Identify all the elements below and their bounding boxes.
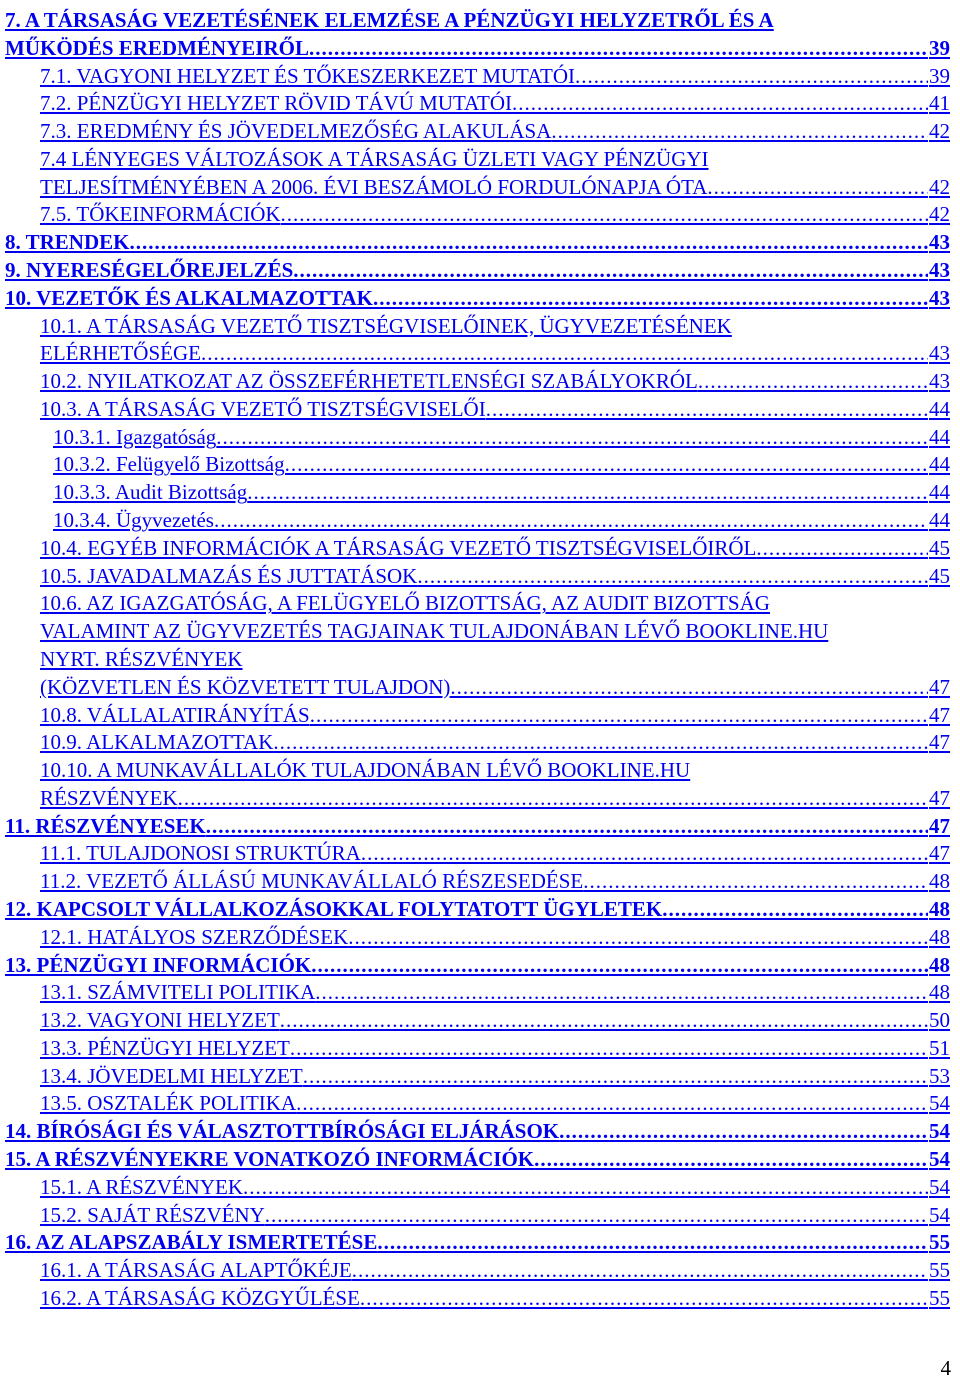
toc-page-number: 41 xyxy=(929,91,950,116)
toc-row xyxy=(0,63,960,91)
toc-dot-leader xyxy=(216,424,928,450)
toc-page-number: 53 xyxy=(929,1063,950,1088)
toc-entry-link[interactable] xyxy=(5,229,950,257)
toc-entry-title: 9. NYERESÉGELŐREJELZÉS xyxy=(5,258,294,283)
toc-dot-leader xyxy=(512,90,928,116)
toc-entry-title: 16.2. A TÁRSASÁG KÖZGYŰLÉSE xyxy=(40,1285,360,1310)
toc-page-number: 48 xyxy=(929,952,950,977)
toc-entry-title: 14. BÍRÓSÁGI ÉS VÁLASZTOTTBÍRÓSÁGI ELJÁRÁSOK xyxy=(5,1119,560,1144)
page-number: 4 xyxy=(940,1356,951,1380)
toc-dot-leader xyxy=(243,1174,928,1200)
toc-page-number: 51 xyxy=(929,1035,950,1060)
toc-row xyxy=(0,535,960,563)
toc-entry-title: 11.2. VEZETŐ ÁLLÁSÚ MUNKAVÁLLALÓ RÉSZESEDÉSE xyxy=(40,869,584,894)
toc-row xyxy=(0,90,960,118)
toc-row xyxy=(0,840,960,868)
toc-row xyxy=(0,924,960,952)
toc-entry-link[interactable] xyxy=(40,1090,950,1118)
toc-page-number: 48 xyxy=(929,869,950,894)
toc-dot-leader xyxy=(348,924,928,950)
toc-entry-link[interactable] xyxy=(40,201,950,229)
toc-entry-title: 10.3.4. Ügyvezetés xyxy=(53,508,214,533)
toc-dot-leader xyxy=(662,896,928,922)
toc-page-number: 43 xyxy=(929,230,950,255)
toc-entry-title: 10.6. AZ IGAZGATÓSÁG, A FELÜGYELŐ BIZOTTSÁG, AZ AUDIT BIZOTTSÁG xyxy=(40,591,770,616)
toc-dot-leader xyxy=(352,1257,928,1283)
toc-row xyxy=(0,507,960,535)
toc-row xyxy=(0,118,960,146)
toc-page-number: 43 xyxy=(929,369,950,394)
toc-row xyxy=(0,813,960,841)
toc-entry-link[interactable] xyxy=(53,424,950,452)
toc-entry-link[interactable] xyxy=(40,63,950,91)
toc-row xyxy=(0,952,960,980)
toc-dot-leader xyxy=(417,563,928,589)
toc-dot-leader xyxy=(551,118,928,144)
toc-page-number: 54 xyxy=(929,1202,950,1227)
toc-entry-link[interactable] xyxy=(40,757,950,785)
toc-dot-leader xyxy=(201,340,928,366)
toc-row xyxy=(0,451,960,479)
toc-row xyxy=(0,1174,960,1202)
toc-dot-leader xyxy=(360,1285,928,1311)
toc-row xyxy=(0,618,960,646)
toc-dot-leader xyxy=(756,535,928,561)
toc-dot-leader xyxy=(214,507,928,533)
toc-entry-title: 10.10. A MUNKAVÁLLALÓK TULAJDONÁBAN LÉVŐ BOOKLINE.HU xyxy=(40,758,691,783)
toc-row xyxy=(0,896,960,924)
toc-page-number: 48 xyxy=(929,896,950,921)
toc-row xyxy=(0,313,960,341)
toc-row xyxy=(0,1090,960,1118)
toc-entry-title: 13.1. SZÁMVITELI POLITIKA xyxy=(40,980,316,1005)
toc-row xyxy=(0,757,960,785)
toc-row xyxy=(0,396,960,424)
toc-entry-title: 16.1. A TÁRSASÁG ALAPTŐKÉJE xyxy=(40,1258,352,1283)
toc-entry-title: 7. A TÁRSASÁG VEZETÉSÉNEK ELEMZÉSE A PÉNZÜGYI HELYZETRŐL ÉS A xyxy=(5,8,774,32)
toc-entry-link[interactable] xyxy=(40,979,950,1007)
toc-entry-link[interactable] xyxy=(40,618,950,646)
toc-page-number: 44 xyxy=(929,508,950,533)
toc-entry-link[interactable] xyxy=(40,340,950,368)
toc-dot-leader xyxy=(534,1146,928,1172)
toc-entry-link[interactable] xyxy=(5,257,950,285)
toc-page-number: 45 xyxy=(929,563,950,588)
toc-entry-title: 11. RÉSZVÉNYESEK xyxy=(5,813,206,838)
toc-entry-link[interactable] xyxy=(40,702,950,730)
toc-entry-title: NYRT. RÉSZVÉNYEK xyxy=(40,646,243,671)
toc-entry-link[interactable] xyxy=(40,1285,950,1313)
toc-entry-title: 10.3.2. Felügyelő Bizottság xyxy=(53,452,285,477)
toc-row xyxy=(0,229,960,257)
toc-page-number: 42 xyxy=(929,174,950,199)
toc-entry-title: 10.4. EGYÉB INFORMÁCIÓK A TÁRSASÁG VEZETŐ TISZTSÉGVISELŐIRŐL xyxy=(40,535,757,560)
toc-row xyxy=(0,35,960,63)
toc-dot-leader xyxy=(296,1090,928,1116)
toc-row xyxy=(0,424,960,452)
toc-page-number: 48 xyxy=(929,980,950,1005)
toc-entry-title: 7.4 LÉNYEGES VÁLTOZÁSOK A TÁRSASÁG ÜZLETI VAGY PÉNZÜGYI xyxy=(40,146,709,171)
toc-entry-link[interactable] xyxy=(5,952,950,980)
toc-entry-link[interactable] xyxy=(5,285,950,313)
toc-entry-link[interactable] xyxy=(40,313,950,341)
toc-page-number: 54 xyxy=(929,1091,950,1116)
toc-row xyxy=(0,563,960,591)
toc-row xyxy=(0,1285,960,1313)
toc-entry-title: RÉSZVÉNYEK xyxy=(40,785,178,810)
toc-entry-title: TELJESÍTMÉNYÉBEN A 2006. ÉVI BESZÁMOLÓ FORDULÓNAPJA ÓTA xyxy=(40,174,708,199)
toc-entry-title: MŰKÖDÉS EREDMÉNYEIRŐL xyxy=(5,35,309,60)
toc-entry-link[interactable] xyxy=(40,1007,950,1035)
toc-dot-leader xyxy=(373,285,928,311)
toc-page-number: 54 xyxy=(929,1119,950,1144)
toc-entry-title: VALAMINT AZ ÜGYVEZETÉS TAGJAINAK TULAJDONÁBAN LÉVŐ BOOKLINE.HU xyxy=(40,619,829,644)
toc-entry-title: 15. A RÉSZVÉNYEKRE VONATKOZÓ INFORMÁCIÓK xyxy=(5,1146,535,1171)
toc-dot-leader xyxy=(310,702,928,728)
toc-dot-leader xyxy=(315,979,928,1005)
toc-page-number: 43 xyxy=(929,341,950,366)
toc-page-number: 42 xyxy=(929,119,950,144)
toc-dot-leader xyxy=(265,1202,928,1228)
toc-entry-title: 13. PÉNZÜGYI INFORMÁCIÓK xyxy=(5,952,312,977)
toc-page-number: 39 xyxy=(929,35,950,60)
toc-entry-link[interactable] xyxy=(40,90,950,118)
toc-dot-leader xyxy=(206,813,928,839)
toc-row xyxy=(0,368,960,396)
toc-entry-title: (KÖZVETLEN ÉS KÖZVETETT TULAJDON) xyxy=(40,674,451,699)
toc-dot-leader xyxy=(377,1229,928,1255)
toc-entry-link[interactable] xyxy=(5,1146,950,1174)
toc-entry-title: 13.5. OSZTALÉK POLITIKA xyxy=(40,1091,297,1116)
toc-entry-title: 10.1. A TÁRSASÁG VEZETŐ TISZTSÉGVISELŐINEK, ÜGYVEZETÉSÉNEK xyxy=(40,313,732,338)
toc-entry-title: 7.2. PÉNZÜGYI HELYZET RÖVID TÁVÚ MUTATÓI xyxy=(40,91,512,116)
toc-dot-leader xyxy=(129,229,928,255)
toc-row xyxy=(0,979,960,1007)
toc-page-number: 47 xyxy=(929,785,950,810)
toc-page-number: 44 xyxy=(929,452,950,477)
toc-row xyxy=(0,1035,960,1063)
toc-entry-link[interactable] xyxy=(40,118,950,146)
toc-dot-leader xyxy=(707,174,928,200)
toc-row xyxy=(0,1146,960,1174)
toc-entry-title: 16. AZ ALAPSZABÁLY ISMERTETÉSE xyxy=(5,1230,378,1255)
toc-row xyxy=(0,201,960,229)
toc-entry-link[interactable] xyxy=(5,7,950,35)
toc-row xyxy=(0,1257,960,1285)
toc-row xyxy=(0,174,960,202)
toc-entry-link[interactable] xyxy=(53,479,950,507)
toc-dot-leader xyxy=(285,451,928,477)
toc-row xyxy=(0,785,960,813)
toc-entry-link[interactable] xyxy=(40,368,950,396)
toc-dot-leader xyxy=(273,729,928,755)
toc-row xyxy=(0,257,960,285)
toc-dot-leader xyxy=(303,1063,928,1089)
toc-page-number: 39 xyxy=(929,63,950,88)
toc-page-number: 43 xyxy=(929,258,950,283)
toc-row xyxy=(0,1007,960,1035)
toc-entry-link[interactable] xyxy=(40,924,950,952)
toc-entry-link[interactable] xyxy=(40,729,950,757)
toc-page-number: 55 xyxy=(929,1285,950,1310)
toc-page-number: 47 xyxy=(929,730,950,755)
toc-entry-link[interactable] xyxy=(5,813,950,841)
toc-entry-link[interactable] xyxy=(40,1063,950,1091)
toc-row xyxy=(0,285,960,313)
toc-entry-title: 10.3.3. Audit Bizottság xyxy=(53,480,248,505)
toc-dot-leader xyxy=(309,35,928,61)
toc-page-number: 47 xyxy=(929,813,950,838)
toc-dot-leader xyxy=(247,479,928,505)
toc-page-number: 42 xyxy=(929,202,950,227)
toc-entry-title: 13.2. VAGYONI HELYZET xyxy=(40,1008,280,1033)
toc-entry-title: 10.3. A TÁRSASÁG VEZETŐ TISZTSÉGVISELŐI xyxy=(40,396,486,421)
toc-entry-link[interactable] xyxy=(40,535,950,563)
toc-entry-link[interactable] xyxy=(40,146,950,174)
toc-page-number: 44 xyxy=(929,396,950,421)
toc-row xyxy=(0,646,960,674)
toc-dot-leader xyxy=(559,1118,928,1144)
toc-dot-leader xyxy=(178,785,928,811)
toc-row xyxy=(0,590,960,618)
toc-page-number: 54 xyxy=(929,1146,950,1171)
toc-entry-title: 15.2. SAJÁT RÉSZVÉNY xyxy=(40,1202,265,1227)
toc-entry-title: 10.8. VÁLLALATIRÁNYÍTÁS xyxy=(40,702,310,727)
toc-row xyxy=(0,674,960,702)
toc-entry-link[interactable] xyxy=(5,35,950,63)
toc-entry-title: 12.1. HATÁLYOS SZERZŐDÉSEK xyxy=(40,924,349,949)
toc-page-number: 55 xyxy=(929,1258,950,1283)
toc-entry-title: 8. TRENDEK xyxy=(5,230,130,255)
toc-page-number: 48 xyxy=(929,924,950,949)
toc-entry-title: 13.4. JÖVEDELMI HELYZET xyxy=(40,1063,303,1088)
toc-page-number: 47 xyxy=(929,841,950,866)
toc-dot-leader xyxy=(280,1007,928,1033)
toc-page-number: 55 xyxy=(929,1230,950,1255)
toc-page-number: 54 xyxy=(929,1174,950,1199)
toc-row xyxy=(0,1229,960,1257)
toc-dot-leader xyxy=(290,1035,928,1061)
toc-entry-title: 11.1. TULAJDONOSI STRUKTÚRA xyxy=(40,841,361,866)
toc-entry-link[interactable] xyxy=(40,396,950,424)
toc-dot-leader xyxy=(450,674,928,700)
toc-entry-title: 13.3. PÉNZÜGYI HELYZET xyxy=(40,1035,290,1060)
toc-row xyxy=(0,1118,960,1146)
toc-entry-title: 7.5. TŐKEINFORMÁCIÓK xyxy=(40,202,281,227)
toc-page-number: 43 xyxy=(929,285,950,310)
toc-entry-link[interactable] xyxy=(40,674,950,702)
toc-entry-link[interactable] xyxy=(53,507,950,535)
toc-dot-leader xyxy=(575,63,928,89)
toc-entry-link[interactable] xyxy=(40,785,950,813)
toc-row xyxy=(0,868,960,896)
toc-entry-link[interactable] xyxy=(5,1118,950,1146)
toc-page-number: 45 xyxy=(929,535,950,560)
toc-entry-title: 10.5. JAVADALMAZÁS ÉS JUTTATÁSOK xyxy=(40,563,418,588)
toc-entry-link[interactable] xyxy=(5,896,950,924)
toc-row xyxy=(0,729,960,757)
toc-entry-link[interactable] xyxy=(40,840,950,868)
toc-entry-link[interactable] xyxy=(40,1257,950,1285)
toc-page-number: 50 xyxy=(929,1008,950,1033)
toc-dot-leader xyxy=(281,201,928,227)
toc-entry-title: 10.3.1. Igazgatóság xyxy=(53,424,217,449)
toc-entry-title: 10. VEZETŐK ÉS ALKALMAZOTTAK xyxy=(5,285,373,310)
toc-entry-title: 10.2. NYILATKOZAT AZ ÖSSZEFÉRHETETLENSÉGI SZABÁLYOKRÓL xyxy=(40,369,698,394)
toc-entry-link[interactable] xyxy=(40,563,950,591)
toc-page-number: 44 xyxy=(929,480,950,505)
toc-entry-link[interactable] xyxy=(40,1202,950,1230)
toc-row xyxy=(0,1202,960,1230)
toc-dot-leader xyxy=(486,396,928,422)
toc-entry-link[interactable] xyxy=(40,174,950,202)
toc-entry-link[interactable] xyxy=(40,590,950,618)
toc-row xyxy=(0,1063,960,1091)
toc-row xyxy=(0,7,960,35)
toc-row xyxy=(0,702,960,730)
toc-entry-title: 7.3. EREDMÉNY ÉS JÖVEDELMEZŐSÉG ALAKULÁSA xyxy=(40,119,552,144)
toc-page-number: 47 xyxy=(929,674,950,699)
toc-entry-link[interactable] xyxy=(40,1174,950,1202)
toc-entry-title: 15.1. A RÉSZVÉNYEK xyxy=(40,1174,244,1199)
toc-entry-title: 10.9. ALKALMAZOTTAK xyxy=(40,730,274,755)
toc-row xyxy=(0,340,960,368)
toc-row xyxy=(0,479,960,507)
toc-dot-leader xyxy=(583,868,928,894)
toc-entry-title: ELÉRHETŐSÉGE xyxy=(40,341,201,366)
toc-entry-title: 7.1. VAGYONI HELYZET ÉS TŐKESZERKEZET MUTATÓI xyxy=(40,63,575,88)
toc-entry-link[interactable] xyxy=(40,646,950,674)
toc-entry-link[interactable] xyxy=(40,1035,950,1063)
toc-entry-link[interactable] xyxy=(40,868,950,896)
toc-entry-title: 12. KAPCSOLT VÁLLALKOZÁSOKKAL FOLYTATOTT ÜGYLETEK xyxy=(5,896,663,921)
toc-entry-link[interactable] xyxy=(53,451,950,479)
toc-dot-leader xyxy=(698,368,928,394)
toc-page-number: 44 xyxy=(929,424,950,449)
toc-dot-leader xyxy=(293,257,928,283)
toc-row xyxy=(0,146,960,174)
toc-dot-leader xyxy=(361,840,928,866)
toc-page-number: 47 xyxy=(929,702,950,727)
toc-dot-leader xyxy=(311,952,928,978)
toc-entry-link[interactable] xyxy=(5,1229,950,1257)
